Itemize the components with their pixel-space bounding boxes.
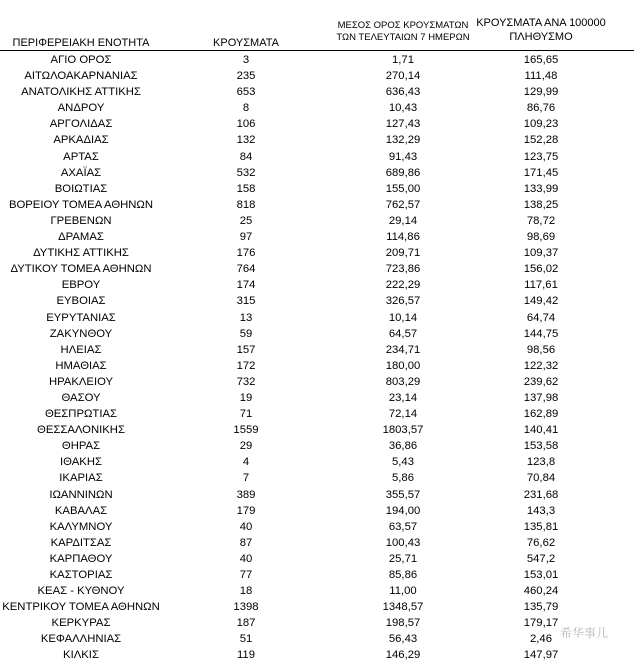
avg-cell: 355,57	[385, 488, 421, 501]
per-100k-cell: 109,23	[523, 118, 559, 131]
per-100k-cell: 122,32	[523, 359, 559, 372]
region-cell: ΔΡΑΜΑΣ	[58, 231, 104, 244]
per-100k-cell: 153,01	[523, 569, 559, 581]
region-cell: ΗΜΑΘΙΑΣ	[55, 359, 107, 372]
table-row	[0, 310, 634, 326]
per-100k-cell: 144,75	[523, 327, 559, 340]
table-row	[0, 487, 634, 503]
avg-cell: 1803,57	[382, 424, 424, 437]
per-100k-cell: 76,62	[526, 536, 556, 549]
per-100k-cell: 64,74	[526, 311, 556, 324]
header-avg-line1: ΜΕΣΟΣ ΟΡΟΣ ΚΡΟΥΣΜΑΤΩΝ	[337, 20, 469, 31]
avg-cell: 100,43	[385, 536, 421, 549]
cases-cell: 77	[239, 569, 253, 581]
avg-cell: 723,86	[385, 263, 421, 276]
header-avg-7-days	[318, 20, 488, 44]
avg-cell: 803,29	[385, 375, 421, 388]
avg-cell: 326,57	[385, 295, 421, 308]
avg-cell: 23,14	[388, 391, 418, 404]
region-cell: ΚΑΒΑΛΑΣ	[54, 504, 108, 517]
table-row	[0, 342, 634, 358]
region-cell: ΚΕΑΣ - ΚΥΘΝΟΥ	[37, 585, 125, 598]
table-row	[0, 52, 634, 68]
avg-cell: 222,29	[385, 279, 421, 292]
cases-cell: 176	[236, 247, 256, 260]
cases-cell: 71	[239, 408, 253, 421]
avg-cell: 198,57	[385, 617, 421, 630]
header-region: ΠΕΡΙΦΕΡΕΙΑΚΗ ΕΝΟΤΗΤΑ	[12, 37, 150, 49]
region-cell: ΑΡΤΑΣ	[63, 150, 99, 163]
cases-cell: 87	[239, 536, 253, 549]
region-cell: ΕΥΡΥΤΑΝΙΑΣ	[46, 311, 116, 324]
cases-cell: 119	[236, 649, 255, 662]
avg-cell: 10,14	[388, 311, 418, 324]
region-cell: ΑΝΔΡΟΥ	[57, 102, 105, 115]
table-row	[0, 438, 634, 454]
region-cell: ΙΚΑΡΙΑΣ	[59, 472, 103, 485]
per-100k-cell: 179,17	[523, 617, 559, 630]
cases-cell: 4	[242, 456, 250, 469]
avg-cell: 64,57	[388, 327, 418, 340]
table-row	[0, 149, 634, 165]
table-row	[0, 165, 634, 181]
header-per-100k	[476, 16, 606, 44]
table-row	[0, 116, 634, 132]
table-row	[0, 277, 634, 293]
region-cell: ΕΥΒΟΙΑΣ	[56, 295, 106, 308]
region-cell: ΘΑΣΟΥ	[61, 391, 101, 404]
cases-cell: 51	[239, 633, 253, 646]
avg-cell: 209,71	[385, 247, 421, 260]
region-cell: ΕΒΡΟΥ	[61, 279, 101, 292]
avg-cell: 180,00	[385, 359, 421, 372]
avg-cell: 270,14	[385, 70, 421, 83]
region-cell: ΔΥΤΙΚΟΥ ΤΟΜΕΑ ΑΘΗΝΩΝ	[10, 263, 152, 276]
region-cell: ΙΩΑΝΝΙΝΩΝ	[49, 488, 113, 501]
table-row	[0, 583, 634, 599]
region-cell: ΚΑΡΠΑΘΟΥ	[49, 552, 113, 565]
avg-cell: 762,57	[385, 198, 421, 211]
table-row	[0, 422, 634, 438]
table-row	[0, 68, 634, 84]
per-100k-cell: 98,56	[526, 343, 556, 356]
per-100k-cell: 70,84	[526, 472, 556, 485]
per-100k-cell: 133,99	[523, 182, 559, 195]
table-row	[0, 100, 634, 116]
table-row	[0, 181, 634, 197]
header-avg-line2: ΤΩΝ ΤΕΛΕΥΤΑΙΩΝ 7 ΗΜΕΡΩΝ	[336, 32, 470, 43]
per-100k-cell: 239,62	[523, 375, 559, 388]
cases-cell: 132	[236, 134, 256, 147]
cases-cell: 59	[239, 327, 253, 340]
table-row	[0, 261, 634, 277]
cases-cell: 174	[236, 279, 256, 292]
cases-cell: 29	[239, 440, 253, 453]
table-row	[0, 132, 634, 148]
table-row	[0, 519, 634, 535]
region-cell: ΘΕΣΠΡΩΤΙΑΣ	[44, 408, 117, 421]
table-row	[0, 84, 634, 100]
cases-cell: 389	[236, 488, 256, 501]
region-cell: ΚΑΣΤΟΡΙΑΣ	[49, 569, 113, 581]
table-row	[0, 647, 634, 663]
region-cell: ΗΡΑΚΛΕΙΟΥ	[48, 375, 114, 388]
avg-cell: 1,71	[392, 54, 414, 66]
per-100k-cell: 149,42	[523, 295, 559, 308]
avg-cell: 146,29	[385, 649, 421, 662]
header-divider	[0, 50, 634, 51]
avg-cell: 636,43	[385, 86, 421, 99]
per-100k-cell: 231,68	[523, 488, 559, 501]
table-row	[0, 551, 634, 567]
region-cell: ΓΡΕΒΕΝΩΝ	[50, 214, 112, 227]
cases-cell: 7	[242, 472, 250, 485]
per-100k-cell: 78,72	[526, 214, 556, 227]
cases-cell: 179	[236, 504, 256, 517]
region-cell: ΑΡΓΟΛΙΔΑΣ	[49, 118, 113, 131]
cases-cell: 157	[236, 343, 256, 356]
table-row	[0, 454, 634, 470]
avg-cell: 56,43	[388, 633, 418, 646]
cases-cell: 18	[239, 585, 253, 598]
table-body	[0, 52, 634, 664]
avg-cell: 36,86	[388, 440, 418, 453]
table-row	[0, 470, 634, 486]
table-row	[0, 615, 634, 631]
per-100k-cell: 153,58	[523, 440, 559, 453]
per-100k-cell: 137,98	[523, 391, 559, 404]
cases-cell: 3	[242, 54, 250, 66]
per-100k-cell: 117,61	[524, 279, 558, 292]
region-cell: ΗΛΕΙΑΣ	[60, 343, 102, 356]
region-cell: ΚΑΡΔΙΤΣΑΣ	[50, 536, 112, 549]
per-100k-cell: 171,45	[523, 166, 559, 179]
table-row	[0, 245, 634, 261]
cases-cell: 235	[236, 70, 256, 83]
per-100k-cell: 109,37	[523, 247, 559, 260]
region-cell: ΚΕΝΤΡΙΚΟΥ ΤΟΜΕΑ ΑΘΗΝΩΝ	[2, 601, 160, 614]
cases-cell: 19	[239, 391, 253, 404]
cases-cell: 532	[236, 166, 256, 179]
cases-cell: 158	[236, 182, 256, 195]
cases-cell: 25	[239, 214, 253, 227]
avg-cell: 10,43	[388, 102, 418, 115]
avg-cell: 63,57	[388, 520, 418, 533]
cases-cell: 84	[239, 150, 253, 163]
table-row	[0, 390, 634, 406]
cases-cell: 40	[239, 520, 253, 533]
avg-cell: 155,00	[385, 182, 421, 195]
table-row	[0, 503, 634, 519]
per-100k-cell: 143,3	[526, 504, 556, 517]
per-100k-cell: 2,46	[530, 633, 552, 646]
table-row	[0, 535, 634, 551]
per-100k-cell: 156,02	[523, 263, 559, 276]
per-100k-cell: 135,79	[523, 601, 559, 614]
watermark: 希华事儿	[560, 626, 609, 640]
cases-cell: 818	[236, 198, 256, 211]
table-row	[0, 213, 634, 229]
table-row	[0, 406, 634, 422]
per-100k-cell: 123,75	[523, 150, 559, 163]
table-header	[0, 0, 634, 52]
avg-cell: 5,86	[392, 472, 414, 485]
per-100k-cell: 86,76	[526, 102, 556, 115]
per-100k-cell: 165,65	[523, 54, 559, 66]
region-cell: ΘΗΡΑΣ	[61, 440, 101, 453]
per-100k-cell: 152,28	[523, 134, 559, 147]
per-100k-cell: 162,89	[523, 408, 559, 421]
table-row	[0, 631, 634, 647]
cases-cell: 315	[236, 295, 256, 308]
region-cell: ΘΕΣΣΑΛΟΝΙΚΗΣ	[37, 424, 125, 437]
region-cell: ΒΟΡΕΙΟΥ ΤΟΜΕΑ ΑΘΗΝΩΝ	[8, 198, 154, 211]
avg-cell: 72,14	[388, 408, 418, 421]
table-row	[0, 197, 634, 213]
header-per-line2: ΠΛΗΘΥΣΜΟ	[509, 31, 573, 43]
table-row	[0, 358, 634, 374]
region-cell: ΚΕΡΚΥΡΑΣ	[51, 617, 111, 630]
cases-cell: 653	[236, 86, 256, 99]
avg-cell: 29,14	[388, 214, 418, 227]
cases-cell: 40	[239, 552, 253, 565]
cases-cell: 172	[236, 359, 256, 372]
table-row	[0, 567, 634, 583]
region-cell: ΒΟΙΩΤΙΑΣ	[54, 182, 108, 195]
table-row	[0, 599, 634, 615]
avg-cell: 25,71	[388, 552, 418, 565]
cases-cell: 732	[236, 375, 256, 388]
region-cell: ΑΙΤΩΛΟΑΚΑΡΝΑΝΙΑΣ	[24, 70, 138, 83]
per-100k-cell: 135,81	[523, 520, 559, 533]
cases-cell: 8	[242, 102, 250, 115]
avg-cell: 1348,57	[382, 601, 424, 614]
avg-cell: 689,86	[385, 166, 421, 179]
header-cases: ΚΡΟΥΣΜΑΤΑ	[213, 37, 279, 49]
region-cell: ΚΕΦΑΛΛΗΝΙΑΣ	[40, 633, 122, 646]
region-cell: ΙΘΑΚΗΣ	[60, 456, 102, 469]
region-cell: ΑΓΙΟ ΟΡΟΣ	[50, 54, 112, 66]
avg-cell: 114,86	[386, 231, 420, 244]
cases-cell: 13	[239, 311, 253, 324]
per-100k-cell: 138,25	[523, 198, 559, 211]
per-100k-cell: 98,69	[526, 231, 556, 244]
cases-cell: 1559	[233, 424, 259, 437]
region-cell: ΑΧΑΪΑΣ	[60, 166, 102, 179]
region-cell: ΖΑΚΥΝΘΟΥ	[49, 327, 113, 340]
table-row	[0, 326, 634, 342]
cases-cell: 97	[239, 231, 253, 244]
region-cell: ΚΑΛΥΜΝΟΥ	[49, 520, 113, 533]
region-cell: ΑΡΚΑΔΙΑΣ	[53, 134, 109, 147]
per-100k-cell: 147,97	[523, 649, 559, 662]
avg-cell: 85,86	[388, 569, 418, 581]
avg-cell: 11,00	[389, 585, 417, 598]
region-cell: ΑΝΑΤΟΛΙΚΗΣ ΑΤΤΙΚΗΣ	[21, 86, 141, 99]
per-100k-cell: 460,24	[523, 585, 559, 598]
avg-cell: 127,43	[385, 118, 421, 131]
per-100k-cell: 111,48	[524, 70, 558, 83]
per-100k-cell: 547,2	[526, 552, 556, 565]
avg-cell: 5,43	[392, 456, 414, 469]
region-cell: ΚΙΛΚΙΣ	[63, 649, 99, 662]
avg-cell: 132,29	[385, 134, 421, 147]
avg-cell: 234,71	[385, 343, 421, 356]
cases-cell: 106	[236, 118, 256, 131]
cases-cell: 1398	[233, 601, 259, 614]
region-cell: ΔΥΤΙΚΗΣ ΑΤΤΙΚΗΣ	[33, 247, 129, 260]
avg-cell: 194,00	[385, 504, 421, 517]
per-100k-cell: 129,99	[523, 86, 559, 99]
table-row	[0, 293, 634, 309]
cases-cell: 764	[236, 263, 256, 276]
cases-cell: 187	[236, 617, 256, 630]
header-per-line1: ΚΡΟΥΣΜΑΤΑ ΑΝΑ 100000	[476, 17, 606, 29]
table-row	[0, 229, 634, 245]
avg-cell: 91,43	[388, 150, 418, 163]
per-100k-cell: 140,41	[523, 424, 559, 437]
per-100k-cell: 123,8	[526, 456, 556, 469]
table-row	[0, 374, 634, 390]
